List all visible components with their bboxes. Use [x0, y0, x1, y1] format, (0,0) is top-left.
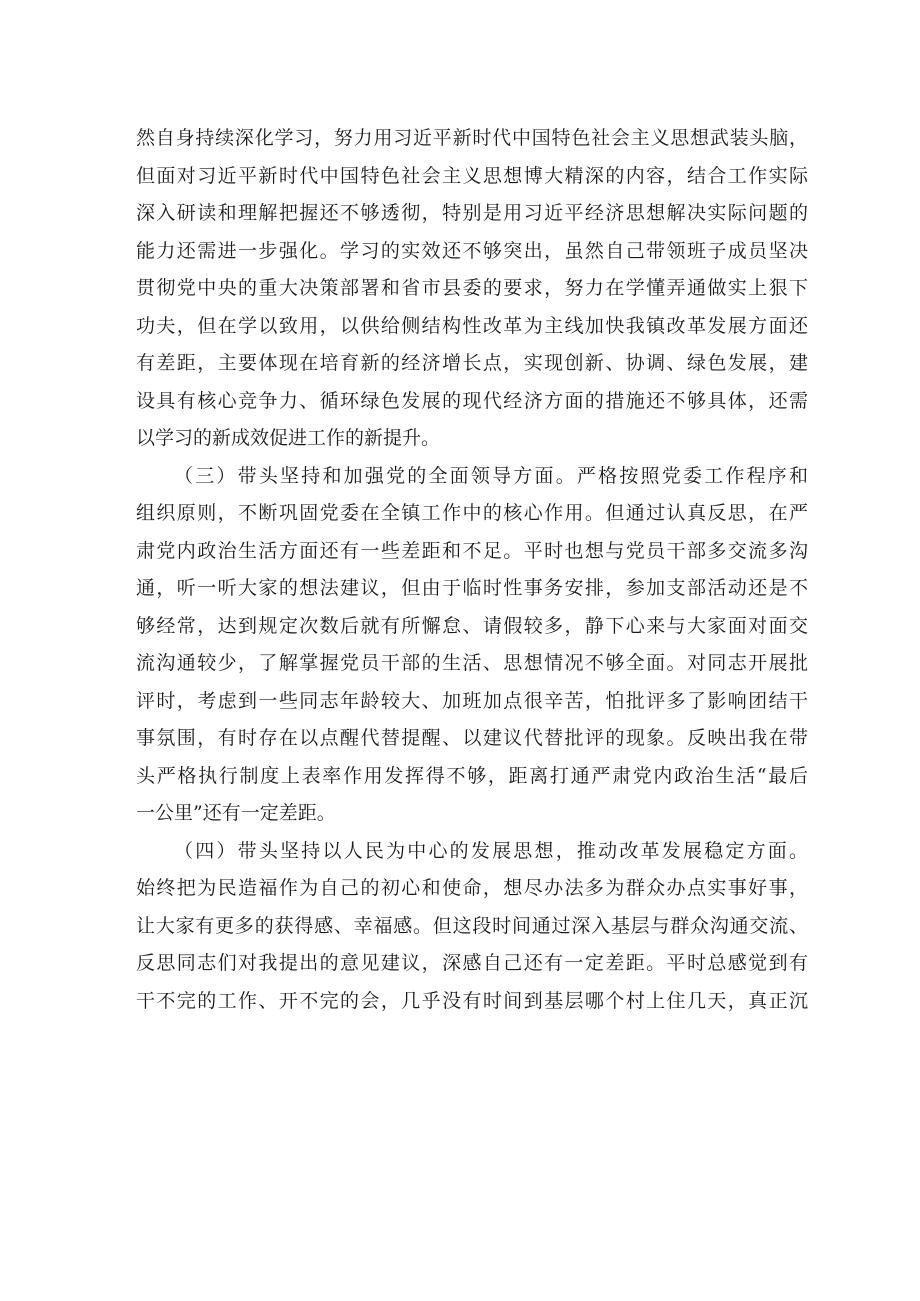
- text-line: 始终把为民造福作为自己的初心和使命，想尽办法多为群众办点实事好事，: [136, 877, 808, 899]
- text-line: 然自身持续深化学习，努力用习近平新时代中国特色社会主义思想武装头脑，: [136, 127, 808, 149]
- text-line: 够经常，达到规定次数后就有所懈怠、请假较多，静下心来与大家面对面交: [136, 614, 808, 637]
- text-line: 贯彻党中央的重大决策部署和省市县委的要求，努力在学懂弄通做实上狠下: [136, 277, 808, 299]
- text-line: 能力还需进一步强化。学习的实效还不够突出，虽然自己带领班子成员坚决: [136, 239, 808, 262]
- text-line: 评时，考虑到一些同志年龄较大、加班加点很辛苦，怕批评多了影响团结干: [136, 689, 808, 712]
- section-heading-line: （三）带头坚持和加强党的全面领导方面。严格按照党委工作程序和: [174, 464, 808, 487]
- text-line: 设具有核心竞争力、循环绿色发展的现代经济方面的措施还不够具体，还需: [136, 389, 808, 412]
- text-line: 反思同志们对我提出的意见建议，深感自己还有一定差距。平时总感觉到有: [136, 952, 808, 974]
- text-line: 事氛围，有时存在以点醒代替提醒、以建议代替批评的现象。反映出我在带: [136, 727, 808, 749]
- text-line: 通，听一听大家的想法建议，但由于临时性事务安排，参加支部活动还是不: [136, 577, 808, 599]
- text-line: 肃党内政治生活方面还有一些差距和不足。平时也想与党员干部多交流多沟: [136, 539, 808, 562]
- text-line: 头严格执行制度上表率作用发挥得不够，距离打通严肃党内政治生活“最后: [136, 764, 808, 787]
- text-line: 让大家有更多的获得感、幸福感。但这段时间通过深入基层与群众沟通交流、: [136, 914, 808, 937]
- paragraph-study: [136, 120, 808, 458]
- text-line: 组织原则，不断巩固党委在全镇工作中的核心作用。但通过认真反思，在严: [136, 502, 808, 524]
- section-heading-line: （四）带头坚持以人民为中心的发展思想，推动改革发展稳定方面。: [174, 839, 808, 862]
- text-line: 深入研读和理解把握还不够透彻，特别是用习近平经济思想解决实际问题的: [136, 202, 808, 224]
- paragraph-section-three: [136, 458, 808, 833]
- text-line: 干不完的工作、开不完的会，几乎没有时间到基层哪个村上住几天，真正沉: [136, 989, 808, 1012]
- text-line: 有差距，主要体现在培育新的经济增长点，实现创新、协调、绿色发展，建: [136, 352, 808, 374]
- text-line: 功夫，但在学以致用，以供给侧结构性改革为主线加快我镇改革发展方面还: [136, 314, 808, 337]
- paragraph-section-four: [136, 833, 808, 1021]
- text-line: 一公里”还有一定差距。: [136, 802, 336, 824]
- text-line: 以学习的新成效促进工作的新提升。: [136, 427, 441, 449]
- text-line: 但面对习近平新时代中国特色社会主义思想博大精深的内容，结合工作实际: [136, 164, 808, 187]
- text-line: 流沟通较少，了解掌握党员干部的生活、思想情况不够全面。对同志开展批: [136, 652, 808, 674]
- document-body: [136, 120, 808, 1020]
